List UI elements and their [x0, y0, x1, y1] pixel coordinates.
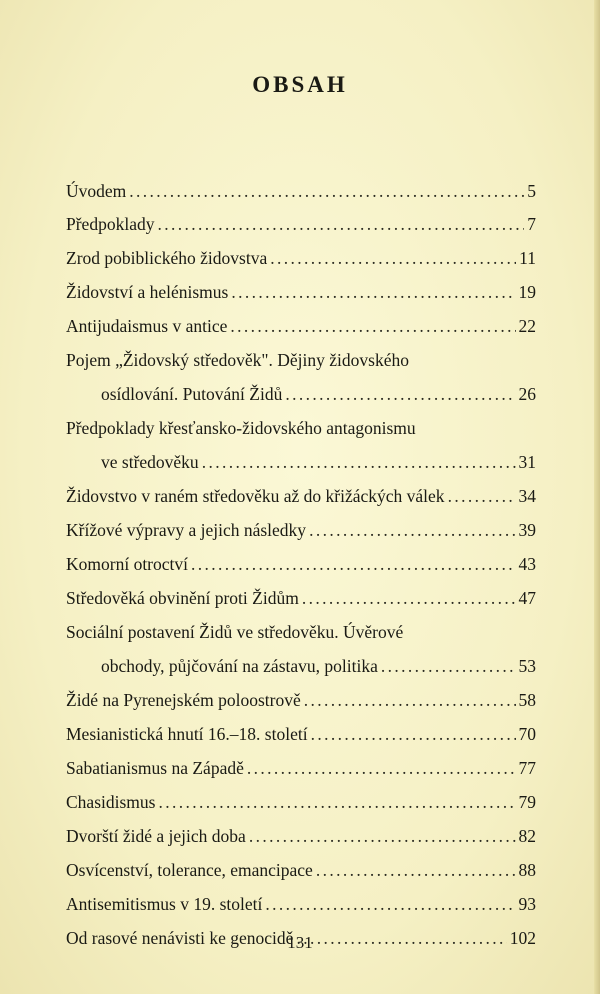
dot-leader	[202, 445, 516, 479]
toc-entry-page: 5	[527, 181, 536, 201]
toc-entry-line1	[66, 343, 536, 377]
page-title: OBSAH	[252, 72, 348, 97]
dot-leader	[265, 887, 515, 921]
page-edge	[594, 0, 600, 994]
toc-entry-title: Předpoklady křesťansko-židovského antagonismu	[66, 418, 416, 438]
toc-entry-page: 102	[509, 928, 536, 948]
toc-entry-title: Zrod pobiblického židovstva	[66, 248, 268, 268]
toc-entry-page: 77	[518, 758, 536, 778]
dot-leader	[316, 853, 516, 887]
toc-entry-page: 43	[518, 554, 536, 574]
toc-entry	[66, 207, 536, 241]
toc-entry-page: 82	[518, 826, 536, 846]
dot-leader	[309, 513, 515, 547]
toc-entry-page: 11	[519, 248, 536, 268]
toc-entry	[66, 683, 536, 717]
toc-entry-title: Antijudaismus v antice	[66, 316, 228, 336]
dot-leader	[230, 309, 515, 343]
dot-leader	[311, 717, 516, 751]
toc-entry-line2	[66, 445, 536, 479]
toc-entry-page: 58	[518, 690, 536, 710]
toc-entry-page: 79	[518, 792, 536, 812]
toc-entry	[66, 513, 536, 547]
toc-entry	[66, 751, 536, 785]
toc-entry-page: 19	[518, 282, 536, 302]
toc-entry-title: Od rasové nenávisti ke genocidě	[66, 928, 294, 948]
toc-entry-page: 88	[518, 860, 536, 880]
dot-leader	[231, 275, 515, 309]
toc-entry	[66, 309, 536, 343]
toc-entry-page: 34	[518, 486, 536, 506]
toc-entry	[66, 819, 536, 853]
dot-leader	[249, 819, 516, 853]
toc-entry-page: 22	[518, 316, 536, 336]
toc-entry-page: 70	[518, 724, 536, 744]
toc-entry	[66, 241, 536, 275]
toc-entry-title: Středověká obvinění proti Židům	[66, 588, 299, 608]
dot-leader	[247, 751, 516, 785]
dot-leader	[302, 581, 516, 615]
toc-entry-title-continued: obchody, půjčování na zástavu, politika	[101, 656, 378, 676]
toc-entry-line1	[66, 411, 536, 445]
toc-entry-line1	[66, 615, 536, 649]
toc-entry	[66, 853, 536, 887]
toc-entry	[66, 581, 536, 615]
toc-entry-title: Úvodem	[66, 181, 127, 201]
toc-entry-page: 39	[518, 520, 536, 540]
toc-entry-line2	[66, 377, 536, 411]
toc-entry-title-continued: ve středověku	[101, 452, 199, 472]
toc-entry-page: 53	[518, 656, 536, 676]
dot-leader	[381, 649, 516, 683]
toc-entry-page: 31	[518, 452, 536, 472]
toc-entry-title: Mesianistická hnutí 16.–18. století	[66, 724, 308, 744]
toc-entry-line2	[66, 649, 536, 683]
toc-entry-title: Sociální postavení Židů ve středověku. Úvěrové	[66, 622, 404, 642]
toc-entry-title: Sabatianismus na Západě	[66, 758, 244, 778]
toc-entry-title: Antisemitismus v 19. století	[66, 894, 263, 914]
dot-leader	[191, 547, 516, 581]
toc-entry	[66, 547, 536, 581]
toc-entry-title: Židovstvo v raném středověku až do křižáckých válek	[66, 486, 445, 506]
toc-entry-page: 47	[518, 588, 536, 608]
toc-entry-title: Předpoklady	[66, 214, 155, 234]
toc-entry	[66, 275, 536, 309]
toc-entry	[66, 175, 536, 207]
dot-leader	[285, 377, 515, 411]
dot-leader	[448, 479, 516, 513]
toc-entry	[66, 887, 536, 921]
toc-entry-title: Dvorští židé a jejich doba	[66, 826, 246, 846]
toc-entry	[66, 479, 536, 513]
toc-entry-title: Židovství a helénismus	[66, 282, 229, 302]
table-of-contents	[66, 175, 536, 955]
dot-leader	[304, 683, 516, 717]
toc-entry-page: 7	[527, 214, 536, 234]
toc-entry-title: Křížové výpravy a jejich následky	[66, 520, 307, 540]
toc-entry-title: Chasidismus	[66, 792, 156, 812]
toc-entry-title: Komorní otroctví	[66, 554, 188, 574]
dot-leader	[158, 785, 515, 819]
dot-leader	[129, 175, 524, 207]
toc-entry-title: Pojem „Židovský středověk". Dějiny židovského	[66, 350, 409, 370]
dot-leader	[157, 207, 524, 241]
page-number: 131	[287, 933, 313, 952]
toc-entry-title: Osvícenství, tolerance, emancipace	[66, 860, 313, 880]
toc-entry-title-continued: osídlování. Putování Židů	[101, 384, 283, 404]
toc-entry-page: 93	[518, 894, 536, 914]
toc-entry	[66, 785, 536, 819]
dot-leader	[270, 241, 516, 275]
toc-entry-page: 26	[518, 384, 536, 404]
toc-entry-title: Židé na Pyrenejském poloostrově	[66, 690, 301, 710]
toc-entry	[66, 717, 536, 751]
